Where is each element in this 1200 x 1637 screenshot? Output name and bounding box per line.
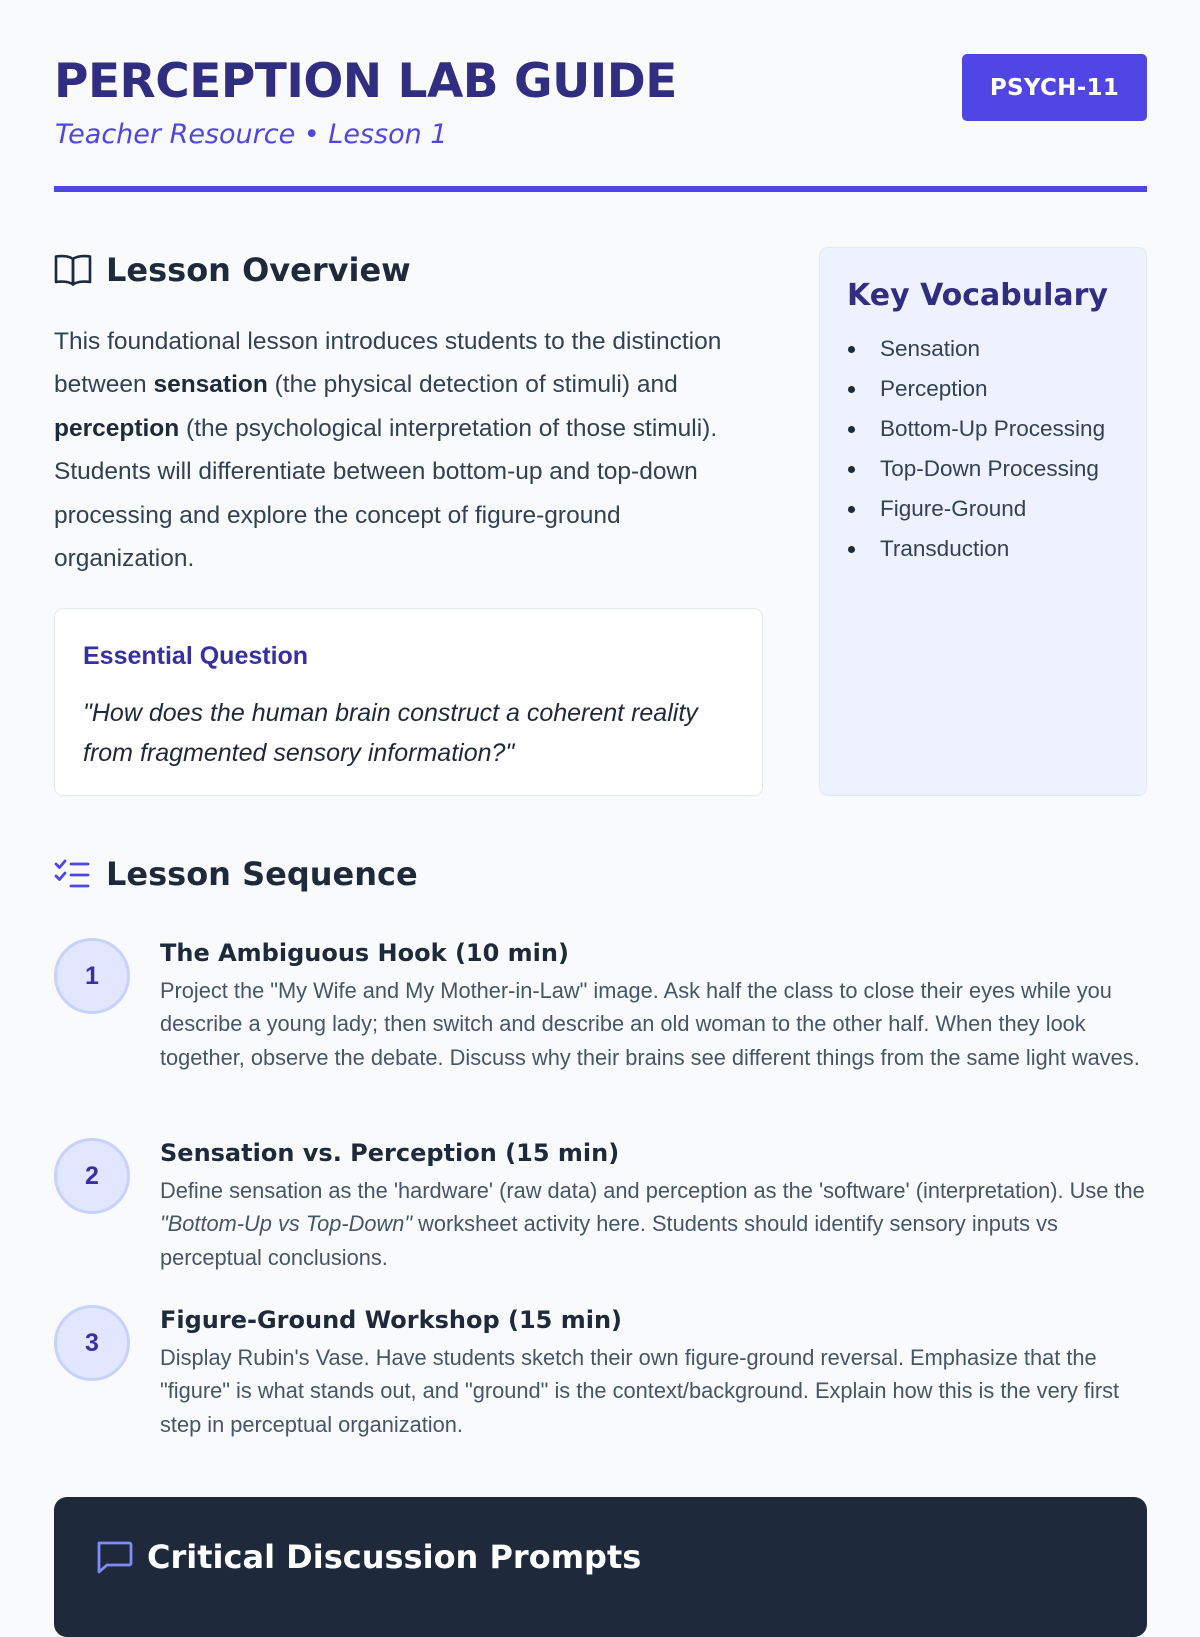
vocabulary-item: Top-Down Processing (847, 455, 1105, 495)
step-body (160, 1305, 1147, 1441)
overview-text-part: (the physical detection of stimuli) and (267, 371, 678, 399)
step-title: Sensation vs. Perception (15 min) (160, 1139, 620, 1167)
vocabulary-item: Transduction (847, 535, 1105, 575)
vocabulary-item: Bottom-Up Processing (847, 415, 1105, 455)
vocabulary-list (847, 335, 1105, 575)
term-sensation: sensation (153, 371, 268, 399)
vocabulary-item: Figure-Ground (847, 495, 1105, 535)
header-divider (54, 186, 1147, 192)
step-description (160, 1174, 1147, 1274)
vocabulary-item: Sensation (847, 335, 1105, 375)
step-title: Figure-Ground Workshop (15 min) (160, 1306, 622, 1334)
term-perception: perception (54, 414, 180, 442)
step-number-badge: 2 (54, 1138, 130, 1214)
page-title: PERCEPTION LAB GUIDE (54, 54, 677, 109)
discussion-heading-text: Critical Discussion Prompts (147, 1538, 642, 1576)
overview-paragraph (54, 320, 766, 580)
sequence-heading-text: Lesson Sequence (106, 855, 418, 893)
vocabulary-item: Perception (847, 375, 1105, 415)
step-number-badge: 1 (54, 938, 130, 1014)
overview-text-part: (the psychological interpretation of those stimuli). Students will differentiate between bottom-up and top-down processing and explore the concept of figure-ground organization. (54, 414, 718, 573)
essential-question-card (54, 608, 763, 796)
lesson-guide-page (54, 0, 1147, 1600)
step-body (160, 1138, 1147, 1274)
course-code-badge: PSYCH-11 (962, 54, 1147, 121)
page-subtitle: Teacher Resource • Lesson 1 (55, 119, 448, 150)
sequence-heading (54, 854, 418, 894)
overview-heading (54, 250, 411, 290)
checklist-icon (54, 855, 92, 893)
step-description: Project the "My Wife and My Mother-in-Law" image. Ask half the class to close their eyes while you describe a young lady; then switch and describe an old woman to the other half. When they look together, observe the debate. Discuss why their brains see different things from the same light waves. (160, 978, 1140, 1070)
step-description-text: Define sensation as the 'hardware' (raw data) and perception as the 'software' (interpretation). Use the (160, 1178, 1145, 1203)
vocabulary-card (819, 247, 1147, 796)
vocabulary-title: Key Vocabulary (847, 278, 1108, 313)
discussion-panel (54, 1497, 1147, 1637)
page-header (54, 54, 1147, 194)
step-description: Display Rubin's Vase. Have students sketch their own figure-ground reversal. Emphasize that the "figure" is what stands out, and "ground" is the context/background. Explain how this is the very first step in perceptual organization. (160, 1345, 1120, 1437)
open-book-icon (54, 251, 92, 289)
overview-text-part: This foundational lesson introduces students to the distinction between (54, 328, 722, 399)
step-title: The Ambiguous Hook (10 min) (160, 939, 569, 967)
step-number-badge: 3 (54, 1305, 130, 1381)
step-description-text: worksheet activity here. Students should identify sensory inputs vs perceptual conclusions. (160, 1211, 1058, 1270)
chat-bubble-icon (95, 1538, 133, 1576)
worksheet-title: "Bottom-Up vs Top-Down" (160, 1211, 413, 1237)
step-body (160, 938, 1147, 1074)
essential-question-text: "How does the human brain construct a coherent reality from fragmented sensory information?" (83, 699, 698, 767)
overview-heading-text: Lesson Overview (106, 251, 411, 289)
essential-question-label: Essential Question (83, 642, 309, 670)
discussion-heading (95, 1537, 641, 1577)
